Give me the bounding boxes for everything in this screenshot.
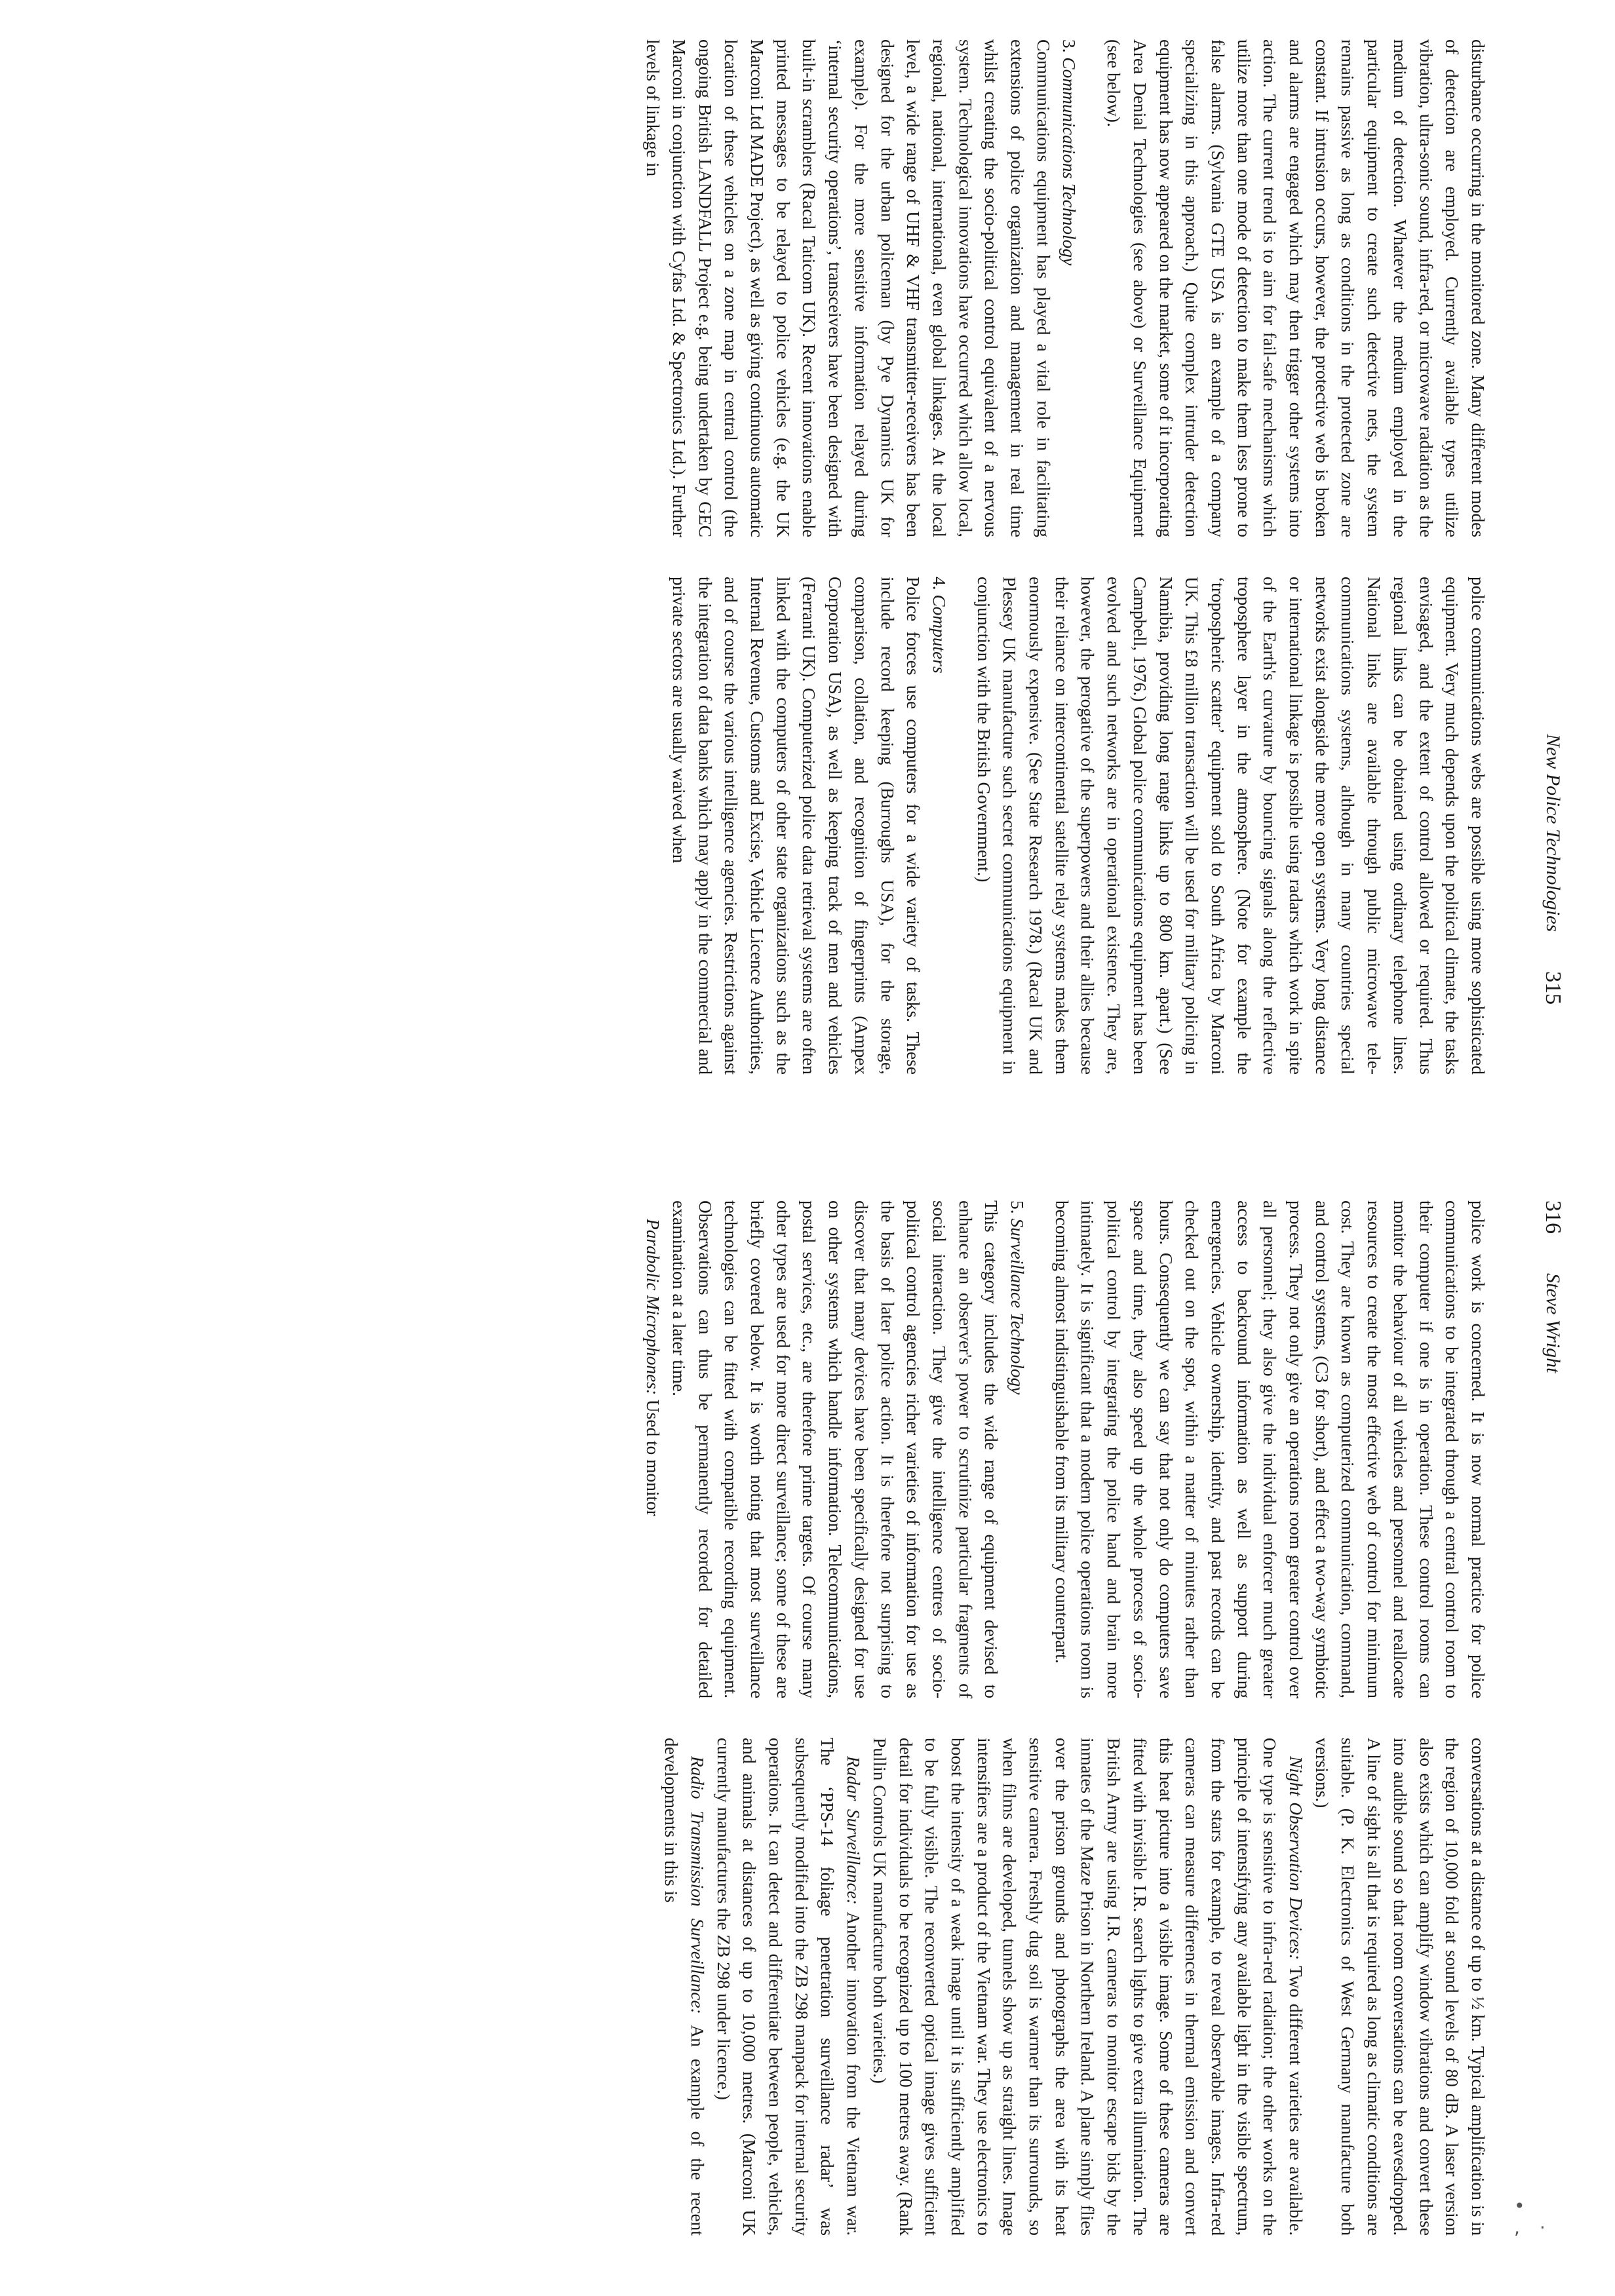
section-title: Surveillance Technology bbox=[1007, 1218, 1028, 1395]
paragraph-text: Another innovation from the Vietnam war. The ‘PPS-14 foliage penetration surveillance radar’ was subsequently modified into the ZB 298 manpack for internal security operations. It can detect and differentiate between people, vehicles, and animals at distances of up to 10,000 metres. (Marconi UK currently manufactures the ZB 298 under licence.) bbox=[713, 1738, 864, 2236]
paragraph bbox=[710, 1738, 866, 2236]
section-number: 4. bbox=[929, 577, 949, 590]
paragraph: police communications webs are possible using more sophisticated equipment. Very much depends upon the political climate, the tasks envisaged, and the extent of control allowed or required. Thus regional links can be obtained using ordinary telephone lines. National links are available through public microwave tele-communications systems, although in many countries special networks exist alongside the more open systems. Very long distance or international linkage is possible using radars which work in spite of the Earth's curvature by bouncing signals along the reflective troposphere layer in the atmosphere. (Note for example the ‘tropospheric scatter’ equipment sold to South Africa by Marconi UK. This £8 million transaction will be used for military policing in Namibia, providing long range links up to 800 km. apart.) (See Campbell, 1976.) Global police communications equipment has been evolved and such networks are in operational existence. They are, however, the perogative of the superpowers and their allies because their reliance on intercontinental satellite relay systems makes them enormously expensive. (See State Research 1978.) (Racal UK and Plessey UK manufacture such secret communications equipment in conjunction with the British Government.) bbox=[973, 577, 1488, 1075]
column-2 bbox=[153, 1738, 1490, 2236]
run-in-heading: Parabolic Microphones: bbox=[643, 1219, 663, 1396]
run-in-heading: Radar Surveillance: bbox=[844, 1756, 864, 1905]
column-1 bbox=[153, 1200, 1490, 1698]
paragraph: Communications equipment has played a vital role in facilitating extensions of police organization and management in real time whilst creating the socio-political control equivalent of a nervous system. Technological innovations have occurred which allow local, regional, national, international, even global linkages. At the local level, a wide range of UHF & VHF transmitter-receivers has been designed for the urban policeman (by Pye Dynamics UK for example). For the more sensitive information relayed during ‘internal security operations’, transceivers have been designed with built-in scramblers (Racal Taticom UK). Recent innovations enable printed messages to be relayed to police vehicles (e.g. the UK Marconi Ltd MADE Project), as well as giving continuous automatic location of these vehicles on a zone map in central control (the ongoing British LANDFALL Project e.g. being undertaken by GEC Marconi in conjunction with Cyfas Ltd. & Spectronics Ltd.). Further levels of linkage in bbox=[643, 39, 1053, 537]
paragraph bbox=[640, 1200, 666, 1698]
paragraph-text: Used to monitor bbox=[643, 1395, 663, 1516]
paragraph: disturbance occurring in the monitored zone. Many different modes of detection are employed. Currently available types utilize vibration, ultra-sonic sound, infra-red, or microwave radiation as the medium of detection. Whatever the medium employed in the particular equipment to create such detective nets, the system remains passive as long as conditions in the protected zone are constant. If intrusion occurs, however, the protective web is broken and alarms are engaged which may then trigger other systems into action. The current trend is to aim for fail-safe mechanisms which utilize more than one mode of detection to make them less prone to false alarms. (Sylvania GTE USA is an example of a company specializing in this approach.) Quite complex intruder detection equipment has now appeared on the market, some of it incorporating Area Denial Technologies (see above) or Surveillance Equipment (see below). bbox=[1104, 39, 1488, 537]
run-in-heading: Radio Transmission Surveillance: bbox=[687, 1756, 707, 2014]
column-1 bbox=[153, 39, 1490, 537]
running-head-title: New Police Technologies bbox=[1542, 734, 1564, 932]
section-number: 3. bbox=[1059, 39, 1080, 53]
paragraph: conversations at a distance of up to ½ km. Typical amplification is in the region of 10,000 fold at sound levels of 80 dB. A laser version also exists which can amplify window vibrations and convert these into audible sound so that room conversations can be eavesdropped. A line of sight is all that is required as long as climatic conditions are suitable. (P. K. Electronics of West Germany manufacture both versions.) bbox=[1312, 1738, 1488, 2236]
page-number: 316 bbox=[1541, 1200, 1565, 1234]
section-heading-surveillance bbox=[1003, 1200, 1030, 1698]
section-number: 5. bbox=[1007, 1200, 1028, 1214]
section-heading-communications bbox=[1056, 39, 1082, 537]
run-in-heading: Night Observation Devices: bbox=[1286, 1756, 1306, 1961]
paragraph: This category includes the wide range of equipment devised to enhance an observer's power to scrutinize particular fragments of social interaction. They give the intelligence centres of socio-political control agencies richer varieties of information for use as the basis of later police action. It is therefore not surprising to discover that many devices have been specifically designed for use on other systems which handle information. Telecommunications, postal services, etc., are therefore prime targets. Of course many other types are used for more direct surveillance; some of these are briefly covered below. It is worth noting that most surveillance technologies can be fitted with compatible recording equipment. Observations can thus be permanently recorded for detailed examination at a later time. bbox=[669, 1200, 1002, 1698]
paragraph: Police forces use computers for a wide variety of tasks. These include record keeping (Burroughs USA), for the storage, comparison, collation, and recognition of fingerprints (Ampex Corporation USA), as well as keeping track of men and vehicles (Ferranti UK). Computerized police data retrieval systems are often linked with the computers of other state organizations such as the Internal Revenue, Customs and Excise, Vehicle Licence Authorities, and of course the various intelligence agencies. Restrictions against the integration of data banks which may apply in the commercial and private sectors are usually waived when bbox=[669, 577, 924, 1075]
section-title: Computers bbox=[929, 594, 949, 674]
paragraph bbox=[866, 1738, 1308, 2236]
paragraph bbox=[658, 1738, 710, 2236]
running-head-author: Steve Wright bbox=[1542, 1273, 1564, 1373]
running-head-315 bbox=[1536, 734, 1569, 1004]
scan-specks: • ,· bbox=[1514, 2195, 1565, 2238]
paragraph-text: An example of the recent developments in this is bbox=[661, 1738, 707, 2236]
column-2 bbox=[153, 577, 1490, 1075]
paragraph-text: Two different varieties are available. One type is sensitive to infra-red radiation; the other works on the principle of intensifying any available light in the visible spectrum, from the stars for example, to reveal observable images. Infra-red cameras can measure differences in thermal emission and convert this heat picture into a visible image. Some of these cameras are fitted with invisible I.R. search lights to give extra illumination. The British Army are using I.R. cameras to monitor escape bids by the inmates of the Maze Prison in Northern Ireland. A plane simply flies over the prison grounds and photographs the area with its heat sensitive camera. Freshly dug soil is warmer than its surrounds, so when films are developed, tunnels show up as straight lines. Image intensifiers are a product of the Vietnam war. They use electronics to boost the intensity of a weak image until it is sufficiently amplified to be fully visible. The reconverted optical image gives sufficient detail for individuals to be recognized up to 100 metres away. (Rank Pullin Controls UK manufacture both varieties.) bbox=[869, 1738, 1306, 2236]
page-number: 315 bbox=[1541, 971, 1565, 1005]
paragraph: police work is concerned. It is now normal practice for police communications to be integrated through a central control room to their computer if one is in operation. These control rooms can monitor the behaviour of all vehicles and personnel and reallocate resources to create the most effective web of control for minimum cost. They are known as computerized communication, command, and control systems, (C3 for short), and effect a two-way symbiotic process. They not only give an operations room greater control over all personnel; they also give the individual enforcer much greater access to backround information as well as support during emergencies. Vehicle ownership, identity, and past records can be checked out on the spot, within a matter of minutes rather than hours. Consequently we can say that not only do computers save space and time, they also speed up the whole process of socio-political control by integrating the police hand and brain more intimately. It is significant that a modern police operations room is becoming almost indistinguishable from its military counterpart. bbox=[1051, 1200, 1488, 1698]
section-title: Communications Technology bbox=[1059, 57, 1080, 266]
section-heading-computers bbox=[925, 577, 952, 1075]
running-head-316 bbox=[1536, 1200, 1569, 1373]
page-316 bbox=[0, 1148, 1615, 2296]
